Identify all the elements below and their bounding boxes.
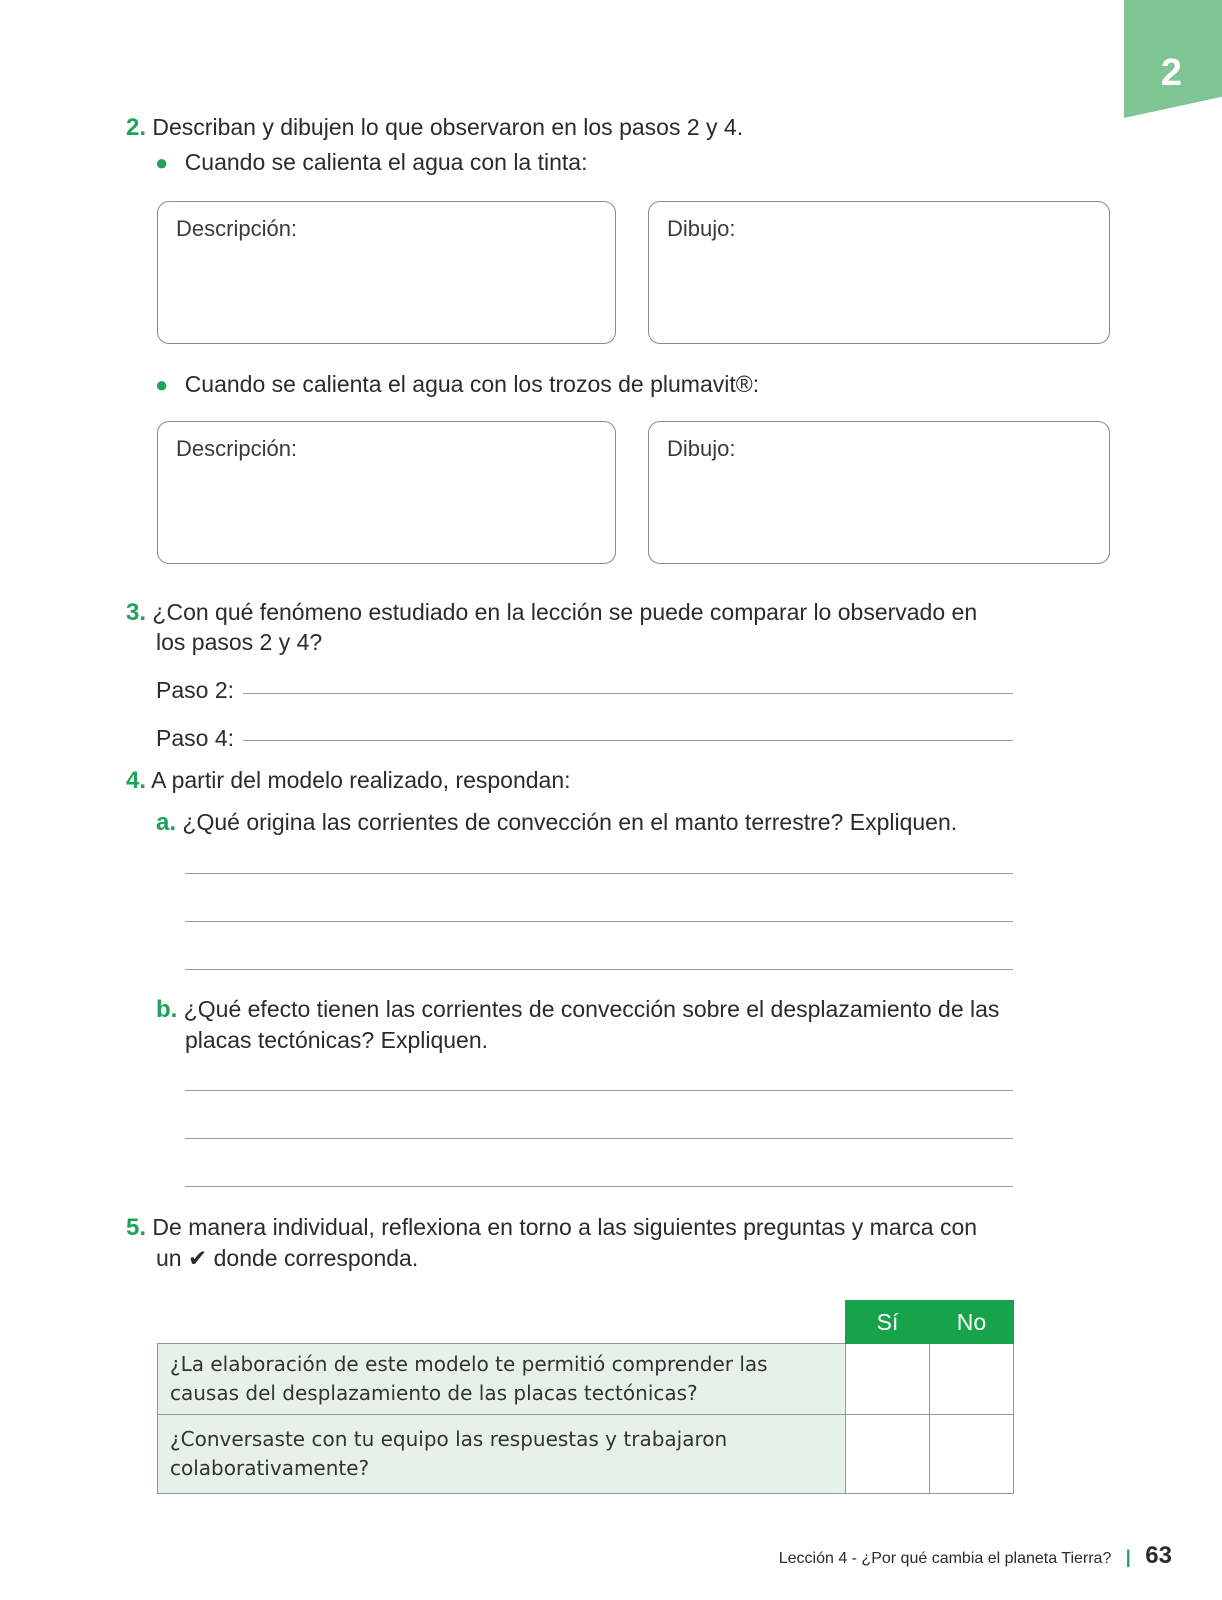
question-number: 4. <box>126 767 147 794</box>
footer-lesson-title: Lección 4 - ¿Por qué cambia el planeta Tierra? <box>778 1550 1112 1567</box>
box-label: Dibujo: <box>667 436 736 461</box>
table-header-row <box>158 1301 1014 1344</box>
bullet-item <box>155 147 587 178</box>
sub-question-text-continued: placas tectónicas? Expliquen. <box>185 1027 489 1053</box>
description-box[interactable] <box>157 201 616 344</box>
box-label: Descripción: <box>176 216 298 241</box>
answer-line[interactable] <box>185 873 1013 874</box>
checkbox-no[interactable] <box>930 1415 1014 1494</box>
page-footer <box>779 1542 1172 1570</box>
question-4 <box>126 765 571 796</box>
box-label: Descripción: <box>176 436 298 461</box>
question-4b <box>156 994 999 1025</box>
table-question-cell <box>158 1344 846 1415</box>
table-question-cell <box>158 1415 846 1494</box>
answer-line[interactable] <box>243 740 1013 741</box>
question-number: 3. <box>126 599 147 626</box>
paso-4-label: Paso 4: <box>156 725 234 751</box>
paso-2-label: Paso 2: <box>156 677 234 703</box>
answer-line[interactable] <box>185 969 1013 970</box>
answer-line[interactable] <box>185 921 1013 922</box>
question-text: A partir del modelo realizado, respondan: <box>151 767 571 793</box>
bullet-text: Cuando se calienta el agua con la tinta: <box>184 149 588 175</box>
checkbox-no[interactable] <box>930 1344 1014 1415</box>
answer-line[interactable] <box>185 1186 1013 1187</box>
question-number: 5. <box>126 1214 147 1241</box>
page-number: 63 <box>1145 1542 1172 1569</box>
column-header-yes: Sí <box>846 1301 930 1344</box>
description-box[interactable] <box>157 421 616 564</box>
question-text-continued: un ✔ donde corresponda. <box>156 1245 419 1271</box>
question-4a <box>156 807 957 838</box>
question-5 <box>126 1212 977 1243</box>
question-text: De manera individual, reflexiona en torno a las siguientes preguntas y marca con <box>152 1214 978 1240</box>
table-question-text: causas del desplazamiento de las placas tectónicas? <box>170 1381 698 1405</box>
sub-question-text: ¿Qué efecto tienen las corrientes de convección sobre el desplazamiento de las <box>183 996 1000 1022</box>
table-row <box>158 1344 1014 1415</box>
table-header-spacer <box>158 1301 846 1344</box>
self-assessment-table <box>157 1300 1014 1494</box>
answer-line[interactable] <box>185 1138 1013 1139</box>
question-text-continued: los pasos 2 y 4? <box>156 629 323 655</box>
question-number: 2. <box>126 114 147 141</box>
table-question-text: ¿Conversaste con tu equipo las respuestas y trabajaron <box>170 1427 728 1451</box>
footer-separator: | <box>1125 1547 1131 1567</box>
box-label: Dibujo: <box>667 216 736 241</box>
answer-line[interactable] <box>243 693 1013 694</box>
checkbox-yes[interactable] <box>846 1415 930 1494</box>
sub-question-text: ¿Qué origina las corrientes de convección en el manto terrestre? Expliquen. <box>182 809 958 835</box>
question-text: Describan y dibujen lo que observaron en los pasos 2 y 4. <box>152 114 744 140</box>
column-header-no: No <box>930 1301 1014 1344</box>
bullet-text: Cuando se calienta el agua con los trozos de plumavit®: <box>184 371 760 397</box>
table-row <box>158 1415 1014 1494</box>
question-text: ¿Con qué fenómeno estudiado en la lección se puede comparar lo observado en <box>152 599 978 625</box>
checkbox-yes[interactable] <box>846 1344 930 1415</box>
question-2 <box>126 112 743 143</box>
table-question-text: colaborativamente? <box>170 1456 370 1480</box>
drawing-box[interactable] <box>648 201 1110 344</box>
bullet-icon: ● <box>155 372 169 397</box>
table-question-text: ¿La elaboración de este modelo te permitió comprender las <box>170 1352 768 1376</box>
sub-question-letter: a. <box>156 809 177 836</box>
question-3 <box>126 597 977 628</box>
sub-question-letter: b. <box>156 996 178 1023</box>
bullet-icon: ● <box>155 150 169 175</box>
drawing-box[interactable] <box>648 421 1110 564</box>
bullet-item <box>155 369 759 400</box>
answer-line[interactable] <box>185 1090 1013 1091</box>
unit-tab-number: 2 <box>1160 52 1182 94</box>
